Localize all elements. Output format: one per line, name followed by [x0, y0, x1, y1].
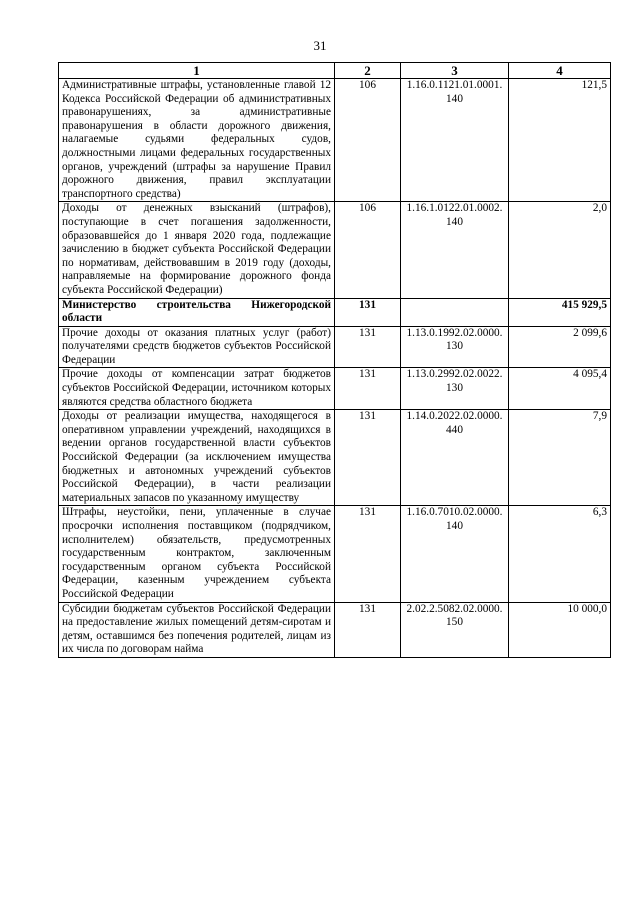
row-description: Субсидии бюджетам субъектов Российской Федерации на предоставление жилых помещений детям-сиротам и детям, оставшимся без попечения родителей, лицам из их числа по договорам найма — [59, 602, 335, 657]
row-description: Доходы от денежных взысканий (штрафов), поступающие в счет погашения задолженности, образовавшейся до 1 января 2020 года, подлежащие зачислению в бюджет субъекта Российской Федерации по нормативам, действовавшим в 2019 году (доходы, направляемые на формирование дорожного фонда субъекта Российской Федерации) — [59, 202, 335, 298]
row-admin-code: 131 — [335, 410, 401, 506]
row-classification-code: 1.16.1.0122.01.0002. 140 — [401, 202, 509, 298]
row-amount: 121,5 — [509, 79, 611, 202]
row-classification-code: 2.02.2.5082.02.0000. 150 — [401, 602, 509, 657]
table-row — [59, 79, 611, 202]
row-classification-code — [401, 298, 509, 326]
row-description: Административные штрафы, установленные главой 12 Кодекса Российской Федерации об административных правонарушениях, за административные правонарушения в области дорожного движения, налагаемые судьями федеральных судов, должностными лицами федеральных государственных органов, учреждений (штрафы за нарушение Правил дорожного движения, правил эксплуатации транспортного средства) — [59, 79, 335, 202]
row-amount: 4 095,4 — [509, 368, 611, 410]
header-col-2: 2 — [335, 63, 401, 79]
budget-revenue-table — [58, 62, 611, 658]
row-amount: 6,3 — [509, 506, 611, 602]
table-header-row — [59, 63, 611, 79]
row-classification-code: 1.13.0.2992.02.0022. 130 — [401, 368, 509, 410]
table-body — [59, 79, 611, 658]
row-admin-code: 106 — [335, 202, 401, 298]
row-description: Прочие доходы от оказания платных услуг (работ) получателями средств бюджетов субъектов Российской Федерации — [59, 326, 335, 368]
row-admin-code: 131 — [335, 602, 401, 657]
table-row — [59, 326, 611, 368]
row-description: Доходы от реализации имущества, находящегося в оперативном управлении учреждений, находящихся в ведении органов государственной власти субъектов Российской Федерации (за исключением имущества бюджетных и автономных учреждений субъектов Российской Федерации), в части реализации материальных запасов по указанному имуществу — [59, 410, 335, 506]
row-admin-code: 131 — [335, 326, 401, 368]
row-admin-code: 106 — [335, 79, 401, 202]
row-admin-code: 131 — [335, 506, 401, 602]
row-description: Министерство строительства Нижегородской области — [59, 298, 335, 326]
table-row — [59, 410, 611, 506]
table-group-row — [59, 298, 611, 326]
header-col-3: 3 — [401, 63, 509, 79]
row-description: Штрафы, неустойки, пени, уплаченные в случае просрочки исполнения поставщиком (подрядчиком, исполнителем) обязательств, предусмотренных государственным контрактом, заключенным государственным органом субъекта Российской Федерации, казенным учреждением субъекта Российской Федерации — [59, 506, 335, 602]
header-col-4: 4 — [509, 63, 611, 79]
row-amount: 415 929,5 — [509, 298, 611, 326]
row-amount: 2,0 — [509, 202, 611, 298]
row-description: Прочие доходы от компенсации затрат бюджетов субъектов Российской Федерации, источником которых являются средства областного бюджета — [59, 368, 335, 410]
row-classification-code: 1.14.0.2022.02.0000. 440 — [401, 410, 509, 506]
row-admin-code: 131 — [335, 368, 401, 410]
row-amount: 2 099,6 — [509, 326, 611, 368]
row-amount: 7,9 — [509, 410, 611, 506]
table-row — [59, 368, 611, 410]
table-row — [59, 202, 611, 298]
table-row — [59, 602, 611, 657]
page-number: 31 — [313, 38, 327, 53]
row-classification-code: 1.16.0.7010.02.0000. 140 — [401, 506, 509, 602]
row-classification-code: 1.16.0.1121.01.0001. 140 — [401, 79, 509, 202]
row-admin-code: 131 — [335, 298, 401, 326]
header-col-1: 1 — [59, 63, 335, 79]
row-classification-code: 1.13.0.1992.02.0000. 130 — [401, 326, 509, 368]
table-row — [59, 506, 611, 602]
row-amount: 10 000,0 — [509, 602, 611, 657]
